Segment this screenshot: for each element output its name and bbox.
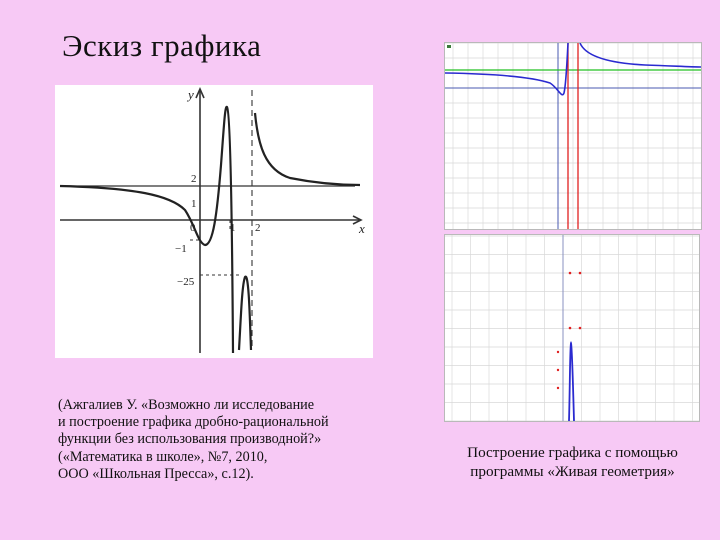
geometry-bottom-plot [445,235,699,421]
sketch-tick-y1: 1 [191,198,197,210]
geometry-bottom-tick-dot-2 [557,369,559,371]
geometry-top-curve-left [445,43,568,95]
sketch-graph-panel [55,85,373,358]
sketch-tick-y2: 2 [191,173,197,185]
source-citation [58,397,388,483]
citation-line: («Математика в школе», №7, 2010, [58,448,268,465]
sketch-y-label: y [188,87,194,102]
slide-title: Эскиз графика [62,28,262,63]
caption-line: программы «Живая геометрия» [470,462,675,480]
citation-line: функции без использования производной?» [58,431,322,448]
geometry-bottom-curve [569,343,574,421]
geometry-bottom-point-3 [569,327,572,330]
geometry-bottom-tick-dot-1 [557,351,559,353]
sketch-graph [55,85,373,358]
geometry-bottom-grid [445,235,699,421]
sketch-curve-right-branch [255,113,360,185]
sketch-tick-yneg25: −25 [177,276,195,288]
geometry-graph-bottom [444,234,700,422]
geometry-top-plot [445,43,701,229]
caption-line: Построение графика с помощью [467,444,678,461]
sketch-tick-yneg1: −1 [175,243,187,255]
geometry-top-grid [445,43,701,229]
sketch-tick-x2: 2 [255,222,261,234]
geometry-bottom-point-4 [579,327,582,330]
geometry-bottom-point-2 [579,272,582,275]
geometry-top-curve-right [580,43,701,67]
sketch-curve-middle-branch [239,277,251,350]
geometry-caption [430,444,715,481]
citation-line: (Ажгалиев У. «Возможно ли исследование [58,397,315,413]
sketch-tick-x1: 1 [230,222,236,234]
sketch-curve-left-branch [60,107,233,353]
geometry-top-corner-marker [447,45,451,48]
citation-line: и построение графика дробно-рациональной [58,414,329,431]
sketch-tick-origin: 0 [190,222,196,234]
geometry-bottom-point-1 [569,272,572,275]
geometry-bottom-tick-dot-3 [557,387,559,389]
geometry-graph-top [444,42,702,230]
citation-line: ООО «Школьная Пресса», с.12). [58,465,254,482]
sketch-x-label: x [359,221,365,236]
